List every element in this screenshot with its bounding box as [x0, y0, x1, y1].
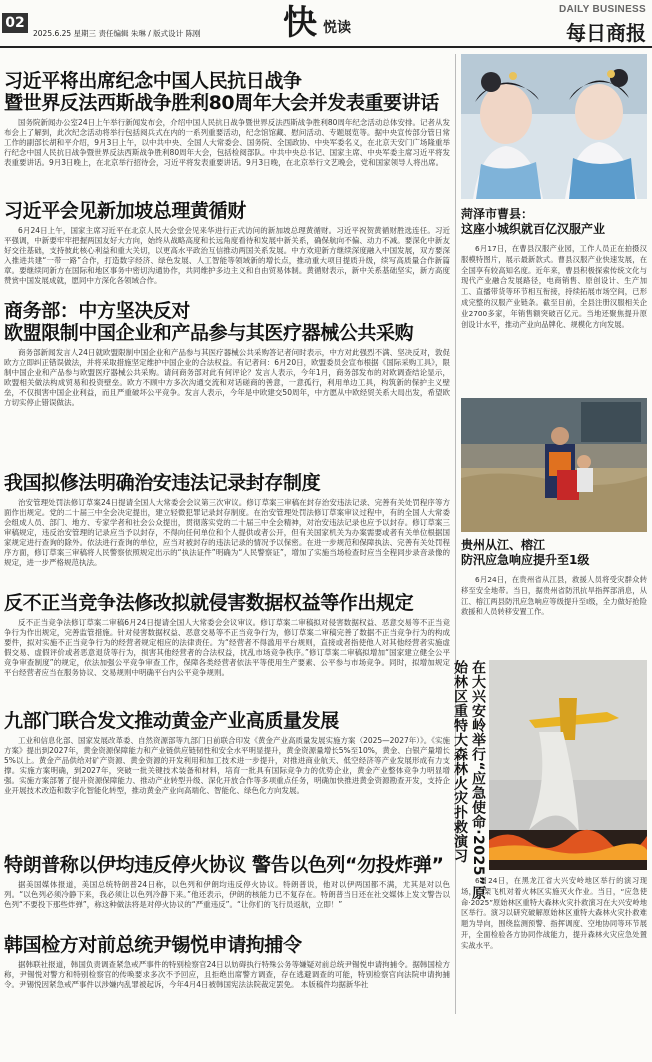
date-editor-line: 2025.6.25 星期三 责任编辑 朱琳 / 版式设计 陈刚 — [33, 29, 201, 38]
right-headline: 贵州从江、榕江 — [461, 538, 546, 552]
section-logo: 快 — [283, 3, 317, 43]
article-2 — [4, 200, 450, 286]
flood-rescue-photo — [461, 398, 647, 532]
article-6 — [4, 710, 450, 836]
headline: 韩国检方对前总统尹锡悦申请拘捕令 — [4, 934, 302, 956]
article-5 — [4, 592, 450, 688]
flood-photo-art — [461, 398, 647, 532]
section-name: 悦读 — [323, 20, 351, 36]
headline-line2: 欧盟限制中国企业和产品参与其医疗器械公共采购 — [4, 322, 414, 344]
article-body: 6月24日上午，国家主席习近平在北京人民大会堂会见来华进行正式访问的新加坡总理黄循财。习近平祝贺黄循财胜选连任。习近平强调，中新要牢牢把握两国友好大方向，始终从战略高度和长远角度看待和发展中新关系，确保航向不偏、动力不减。要深化中新友好交往基础，支持彼此核心利益和重大关切，以更高水平政治互信推动两国关系发展。中方欢迎新方继续深度融入中国发展，双方要深入推进共建“一带一路”合作，打造数字经济、绿色发展、人工智能等领域新的增长点，推动重大项目提质升级，续写高质量合作新篇章。要继续同新方在国际和地区事务中密切沟通协作，共同维护多边主义和自由贸易体制。黄循财表示，新中关系基础坚实，新方高度赞赏中国发展成就，愿同中方深化各领域合作。 — [4, 226, 450, 285]
headline: 反不正当竞争法修改拟就侵害数据权益等作出规定 — [4, 592, 414, 614]
page-number: 02 — [2, 13, 28, 33]
article-body: 国务院新闻办公室24日上午举行新闻发布会，介绍中国人民抗日战争暨世界反法西斯战争胜利80周年纪念活动总体安排。记者从发布会上了解到，此次纪念活动将举行包括阅兵式在内的一系列重要活动，纪念馆馆藏、慰问活动、专题展览等。据中央宣传部分管日常工作的副部长胡和平介绍，9月3日上午，以中共中央、全国人大常委会、国务院、全国政协、中央军委名义，在北京天安门广场隆重举行纪念中国人民抗日战争暨世界反法西斯战争胜利80周年大会，包括检阅部队。中共中央总书记、国家主席、中央军委主席习近平将发表重要讲话。9月3日晚上，在北京举行招待会，习近平将发表重要讲话。9月3日晚，在北京举行文艺晚会，党和国家领导人将出席。 — [4, 118, 450, 167]
headline: 习近平会见新加坡总理黄循财 — [4, 200, 246, 222]
column-divider — [455, 54, 456, 1014]
right-headline-line2: 防汛应急响应提升至1级 — [461, 553, 590, 567]
headline: 特朗普称以伊均违反停火协议 警告以色列“勿投炸弹” — [4, 854, 444, 876]
article-body: 反不正当竞争法修订草案二审稿6月24日提请全国人大常委会会议审议。修订草案二审稿拟对侵害数据权益、恶意交易等不正当竞争行为作出规定，完善监管措施。针对侵害数据权益、恶意交易等不正当竞争行为，修订草案二审稿完善了数据不正当竞争行为的构成要件，拟对实施不正当竞争行为的经营者规定相应的法律责任。为“经营者不得滥用平台规则，直接或者指使他人对其他经营者实施虚假交易、虚假评价或者恶意退货等行为，损害其他经营者的合法权益，扰乱市场竞争秩序。”修订草案二审稿拟增加“国家建立健全公平竞争审查制度”的规定，依法加强公平竞争审查工作，保障各类经营者依法平等使用生产要素、公平参与市场竞争。同时，拟增加规定平台经营者应当在服务协议、交易规则中明确平台内公平竞争规则。 — [4, 618, 450, 677]
hanfu-photo-art — [461, 54, 647, 199]
article-body: 治安管理处罚法修订草案24日提请全国人大常委会会议第三次审议。修订草案三审稿在封存治安违法记录、完善有关处罚程序等方面作出规定。党的二十届三中全会决定提出，建立轻微犯罪记录封存制度。在治安管理处罚法修订草案审议过程中，有的全国人大常委会组成人员、部门、地方、专家学者和社会公众提出，贯彻落实党的二十届三中全会精神，对治安违法记录也应予以封存。修订草案三审稿规定，违反治安管理的记录应当予以封存，不得向任何单位和个人提供或者公开，但有关国家机关为办案需要或者有关单位根据国家规定进行查询的除外。依法进行查询的单位，应当对被封存的违法记录的情况予以保密。在进一步规范和保障执法、完善有关处罚程序方面，修订草案三审稿将人民警察依照规定出示的“执法证件”明确为“人民警察证”，增加了实施当场检查时应当全程同步录音录像的规定，进一步严格规范执法。 — [4, 498, 450, 567]
article-body: 工业和信息化部、国家发展改革委、自然资源部等九部门日前联合印发《黄金产业高质量发展实施方案（2025—2027年）》。《实施方案》提出到2027年，黄金资源保障能力和产业链供应链韧性和安全水平明显提升，黄金资源量增长5%至10%，黄金、白银产量增长5%以上。黄金产品供给对矿产资源、黄金资源的开发利用和加工技术进一步提升，对推进商业航天、低空经济等产业发展形成有力支撑。实施方案明确，到2027年，突破一批关键技术装备和材料，培育一批具有国际竞争力的优势企业，黄金产业整体竞争力明显增强。实施方案部署了提升资源保障能力、推动产业转型升级、深化开放合作等多项重点任务，明确加快推进黄金资源勘查开发，支持企业开展技术改造和数字化智能化转型，推动黄金产业向高端化、智能化、绿色化方向发展。 — [4, 736, 450, 795]
article-body: 据美国媒体报道，美国总统特朗普24日称，以色列和伊朗均违反停火协议。特朗普说，他对以伊两国都不满，尤其是对以色列。“以色列必须冷静下来，我必须让以色列冷静下来。”他还表示，伊朗的核能力已不复存在。特朗普当日还在社交媒体上发文警告以色列“不要投下那些炸弹”，称这种做法将是对停火协议的“严重违反”。“让你们的飞行员返航，立即！” — [4, 880, 450, 909]
headline: 习近平将出席纪念中国人民抗日战争 — [4, 70, 302, 92]
article-1 — [4, 70, 450, 178]
article-7 — [4, 854, 450, 920]
article-body: 商务部新闻发言人24日就欧盟限制中国企业和产品参与其医疗器械公共采购答记者问时表示，中方对此强烈不满、坚决反对，敦促欧方立即纠正错误做法，并将采取措施坚定维护中国企业的合法权益。有记者问：6月20日，欧盟委员会宣布根据《国际采购工具》，限制中国企业和产品参与欧盟医疗器械公共采购。请问商务部对此有何评论？发言人表示，今年1月，商务部发布的对欧调查结论显示，欧盟相关做法构成贸易和投资壁垒。欧方不顾中方多次沟通交流和对话磋商的善意，一意孤行，利用单边工具，构筑新的保护主义壁垒，不仅损害中国企业利益，而且严重破坏公平竞争。发言人表示，今年是中欧建交50周年，中方愿从中欧经贸关系大局出发，希望欧方切实停止错误做法。 — [4, 348, 450, 407]
right-body: 6月24日，在贵州省从江县，救援人员将受灾群众转移至安全地带。当日，据贵州省防汛抗旱指挥部消息，从江、榕江两县防汛应急响应等级提升至Ⅰ级，全力做好抢险救援和人员转移安置工作。 — [461, 575, 647, 617]
article-3 — [4, 300, 450, 418]
vertical-headline: 在大兴安岭举行“应急使命·2025”原始林区重特大森林火灾扑救演习 — [452, 660, 486, 901]
paper-name-cn: 每日商报 — [566, 21, 646, 45]
hanfu-models-photo — [461, 54, 647, 199]
right-headline: 菏泽市曹县： — [461, 207, 534, 221]
right-headline-line2: 这座小城织就百亿汉服产业 — [461, 222, 606, 236]
paper-name-en: DAILY BUSINESS — [558, 4, 646, 15]
masthead — [0, 0, 652, 48]
article-4 — [4, 472, 450, 568]
headline: 商务部：中方坚决反对 — [4, 300, 191, 322]
right-body: 6月17日，在曹县汉服产业园，工作人员正在拍摄汉服模特图片，展示最新款式。曹县汉服产业快速发展，在全国享有较高知名度。近年来，曹县积极探索传统文化与现代产业融合发展路径，电商销售、原创设计、生产加工、直播带货等环节相互衔接，持续拓展市场空间，已形成完整的汉服产业链条。截至目前，全县注册汉服相关企业2700多家，年销售额突破百亿元。当地还聚焦提升原创设计水平，推动产业向品牌化、规模化方向发展。 — [461, 244, 647, 329]
article-body: 据韩联社报道，韩国负责调查紧急戒严事件的特别检察官24日以妨碍执行特殊公务等嫌疑对前总统尹锡悦申请拘捕令。据韩国检方称，尹锡悦对警方和特别检察官的传唤要求多次不予回应，且拒绝出席警方调查，存在逃避调查的可能，特别检察官向法院申请拘捕令。尹锡悦因紧急戒严事件以涉嫌内乱罪被起诉，今年4月4日被韩国宪法法院裁定罢免。 本版稿件均据新华社 — [4, 960, 450, 989]
headline: 九部门联合发文推动黄金产业高质量发展 — [4, 710, 339, 732]
headline-line2: 暨世界反法西斯战争胜利80周年大会并发表重要讲话 — [4, 92, 439, 114]
plane-photo-art — [489, 660, 647, 870]
right-body: 6月24日，在黑龙江省大兴安岭地区举行的演习现场，一架飞机对着火林区实施灭火作业。当日，“应急使命·2025”原始林区重特大森林火灾扑救演习在大兴安岭地区举行。演习以研究破解原始林区重特大森林火灾扑救难题为导向，围绕监测预警、指挥调度、空地协同等环节展开，全面检验各方协同作战能力，提升森林火灾应急处置实战水平。 — [461, 876, 647, 950]
headline: 我国拟修法明确治安违法记录封存制度 — [4, 472, 321, 494]
article-8 — [4, 934, 450, 1022]
firefighting-plane-photo — [489, 660, 647, 870]
